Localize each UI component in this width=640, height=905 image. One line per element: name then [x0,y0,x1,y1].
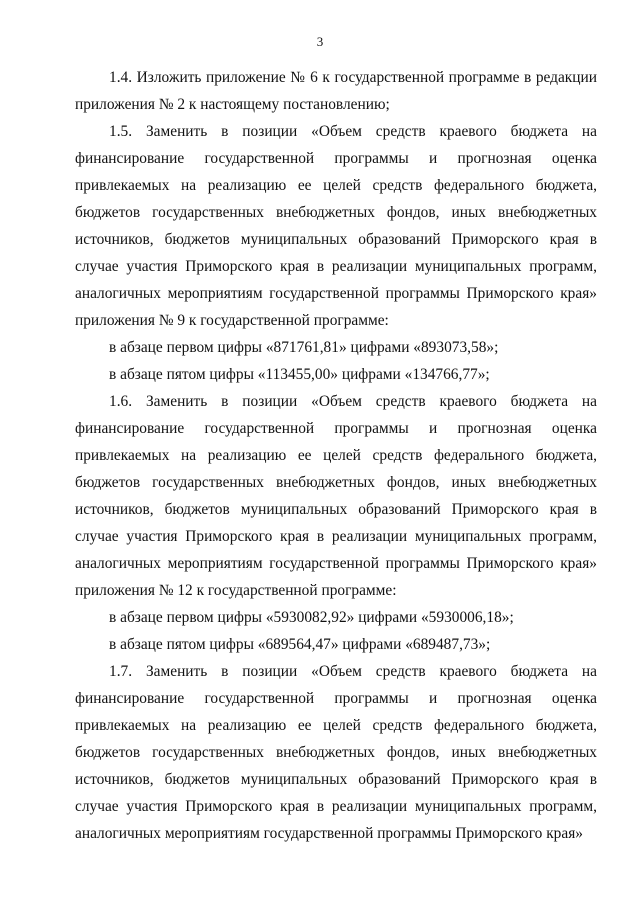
paragraph-1-6-first-clause: в абзаце первом цифры «5930082,92» цифрами «5930006,18»; [109,609,514,626]
document-body [75,64,597,847]
paragraph-1-5: 1.5. Заменить в позиции «Объем средств краевого бюджета на финансирование государственной программы и прогнозная оценка привлекаемых на реализацию ее целей средств федерального бюджета, бюджетов государственных внебюджетных фондов, иных внебюджетных источников, бюджетов муниципальных образований Приморского края в случае участия Приморского края в реализации муниципальных программ, аналогичных мероприятиям государственной программы Приморского края» приложения № 9 к государственной программе: [75,123,597,329]
paragraph-1-5-fifth-clause: в абзаце пятом цифры «113455,00» цифрами «134766,77»; [109,366,490,383]
paragraph-1-6: 1.6. Заменить в позиции «Объем средств краевого бюджета на финансирование государственной программы и прогнозная оценка привлекаемых на реализацию ее целей средств федерального бюджета, бюджетов государственных внебюджетных фондов, иных внебюджетных источников, бюджетов муниципальных образований Приморского края в случае участия Приморского края в реализации муниципальных программ, аналогичных мероприятиям государственной программы Приморского края» приложения № 12 к государственной программе: [75,393,597,599]
paragraph-1-4: 1.4. Изложить приложение № 6 к государственной программе в редакции приложения № 2 к настоящему постановлению; [75,69,597,113]
paragraph-1-7: 1.7. Заменить в позиции «Объем средств краевого бюджета на финансирование государственной программы и прогнозная оценка привлекаемых на реализацию ее целей средств федерального бюджета, бюджетов государственных внебюджетных фондов, иных внебюджетных источников, бюджетов муниципальных образований Приморского края в случае участия Приморского края в реализации муниципальных программ, аналогичных мероприятиям государственной программы Приморского края» [75,663,597,842]
paragraph-1-6-fifth-clause: в абзаце пятом цифры «689564,47» цифрами «689487,73»; [109,636,491,653]
page-number: 3 [316,34,324,49]
paragraph-1-5-first-clause: в абзаце первом цифры «871761,81» цифрами «893073,58»; [109,339,499,356]
